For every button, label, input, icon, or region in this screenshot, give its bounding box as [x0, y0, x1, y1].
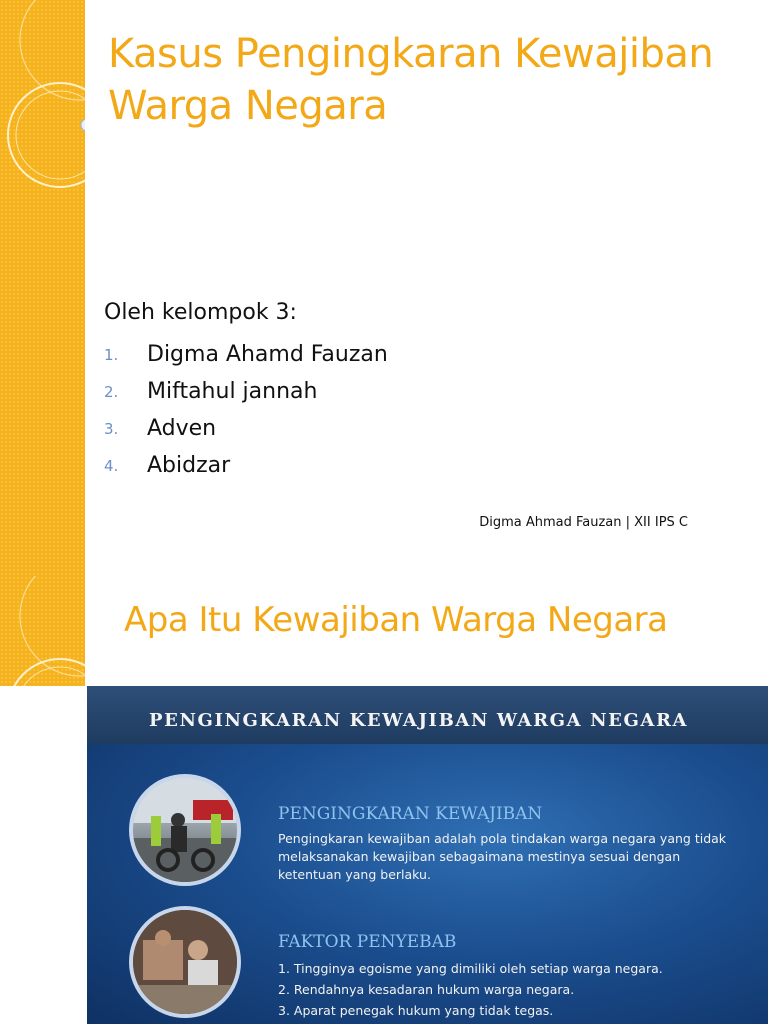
- list-item: 1. Tingginya egoisme yang dimiliki oleh setiap warga negara.: [278, 961, 663, 976]
- item-number: 3.: [104, 419, 119, 438]
- photo-icon: [133, 778, 237, 882]
- item-number: 1.: [104, 345, 119, 364]
- sidebar-divider: [85, 0, 87, 576]
- member-name: Abidzar: [147, 453, 231, 478]
- slide-sidebar: [0, 0, 85, 576]
- decorative-rings-icon: [0, 0, 87, 576]
- section-heading: FAKTOR PENYEBAB: [278, 932, 457, 952]
- slide-footer: Digma Ahmad Fauzan | XII IPS C: [479, 515, 688, 530]
- slide-title: Kasus Pengingkaran Kewajiban Warga Negara: [108, 31, 714, 129]
- sidebar-divider: [85, 576, 87, 686]
- slide-sidebar: [0, 576, 85, 686]
- group-label: Oleh kelompok 3:: [104, 300, 297, 325]
- section-heading: PENGINGKARAN KEWAJIBAN: [278, 804, 543, 824]
- member-list: [104, 336, 388, 484]
- infographic-title: PENGINGKARAN KEWAJIBAN WARGA NEGARA: [149, 710, 689, 731]
- photo-icon: [133, 910, 237, 1014]
- list-item: [104, 447, 388, 484]
- motorcycle-police-photo: [129, 774, 241, 886]
- list-item: 3. Aparat penegak hukum yang tidak tegas.: [278, 1003, 554, 1018]
- slide-subtitle: Apa Itu Kewajiban Warga Negara: [124, 600, 668, 640]
- list-item: [104, 373, 388, 410]
- member-name: Digma Ahamd Fauzan: [147, 342, 388, 367]
- infographic-panel: [87, 686, 768, 1024]
- list-item: [104, 410, 388, 447]
- member-name: Adven: [147, 416, 217, 441]
- list-item: 2. Rendahnya kesadaran hukum warga negara.: [278, 982, 575, 997]
- decorative-rings-icon: [0, 576, 87, 686]
- list-item: [104, 336, 388, 373]
- item-number: 2.: [104, 382, 119, 401]
- member-name: Miftahul jannah: [147, 379, 318, 404]
- item-number: 4.: [104, 456, 119, 475]
- cause-list: [278, 958, 663, 1021]
- conflict-scene-photo: [129, 906, 241, 1018]
- section-body: Pengingkaran kewajiban adalah pola tindakan warga negara yang tidak melaksanakan kewajiban sebagaimana mestinya sesuai dengan ketentuan yang berlaku.: [278, 831, 727, 882]
